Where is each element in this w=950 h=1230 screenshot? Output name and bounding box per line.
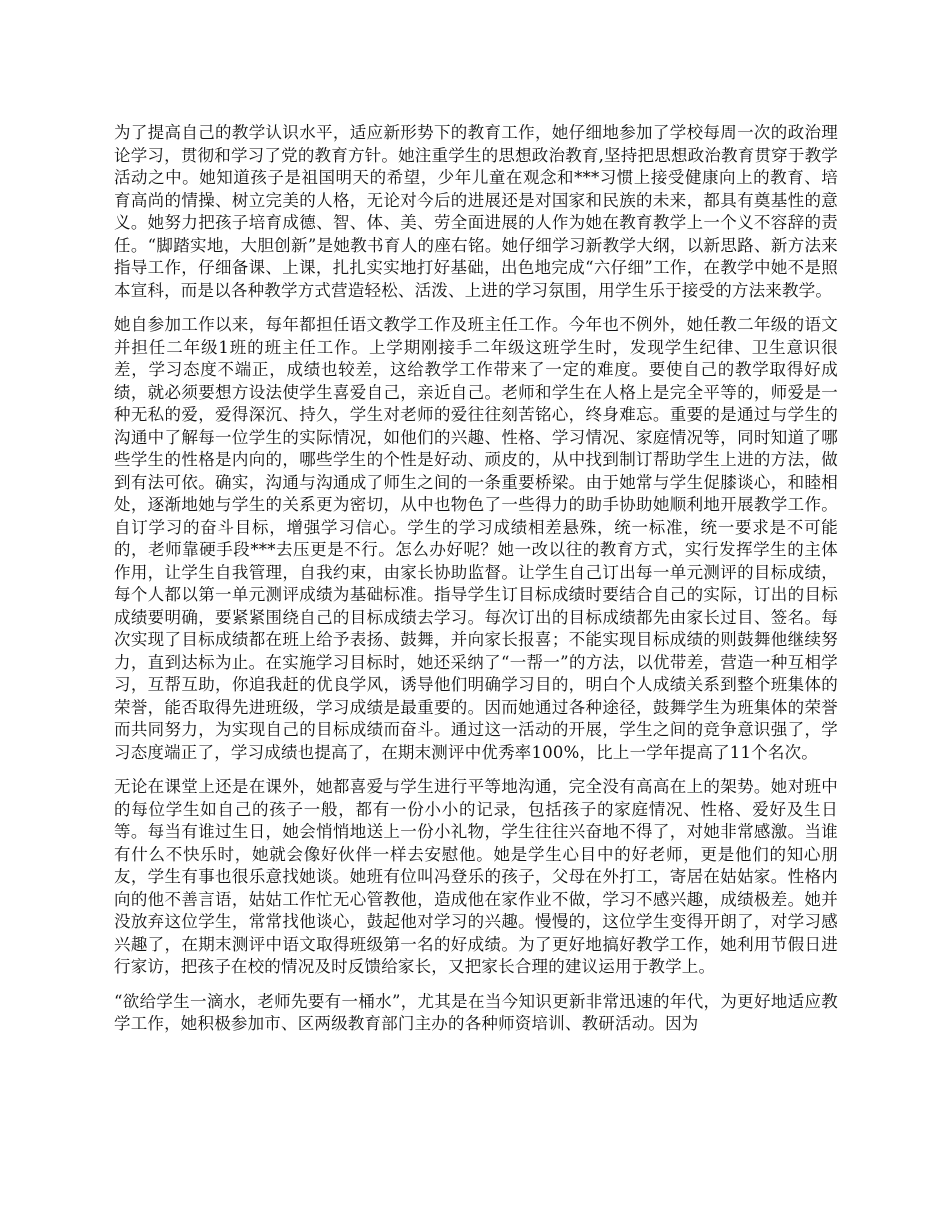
paragraph-3: 无论在课堂上还是在课外，她都喜爱与学生进行平等地沟通，完全没有高高在上的架势。她对班中的每位学生如自己的孩子一般，都有一份小小的记录，包括孩子的家庭情况、性格、爱好及生日等。每当有谁过生日，她会悄悄地送上一份小礼物，学生往往兴奋地不得了，对她非常感激。当谁有什么不快乐时，她就会像好伙伴一样去安慰他。她是学生心目中的好老师，更是他们的知心朋友，学生有事也很乐意找她谈。她班有位叫冯登乐的孩子，父母在外打工，寄居在姑姑家。性格内向的他不善言语，姑姑工作忙无心管教他，造成他在家作业不做，学习不感兴趣，成绩极差。她并没放弃这位学生，常常找他谈心，鼓起他对学习的兴趣。慢慢的，这位学生变得开朗了，对学习感兴趣了，在期末测评中语文取得班级第一名的好成绩。为了更好地搞好教学工作，她利用节假日进行家访，把孩子在校的情况及时反馈给家长，又把家长合理的建议运用于教学上。 (114, 777, 838, 976)
paragraph-1: 为了提高自己的教学认识水平，适应新形势下的教育工作，她仔细地参加了学校每周一次的政治理论学习，贯彻和学习了党的教育方针。她注重学生的思想政治教育,坚持把思想政治教育贯穿于教学活动之中。她知道孩子是祖国明天的希望，少年儿童在观念和***习惯上接受健康向上的教育、培育高尚的情操、树立完美的人格，无论对今后的进展还是对国家和民族的未来，都具有奠基性的意义。她努力把孩子培育成德、智、体、美、劳全面进展的人作为她在教育教学上一个义不容辞的责任。“脚踏实地，大胆创新”是她教书育人的座右铭。她仔细学习新教学大纲，以新思路、新方法来指导工作，仔细备课、上课，扎扎实实地打好基础，出色地完成“六仔细”工作，在教学中她不是照本宣科，而是以各种教学方式营造轻松、活泼、上进的学习氛围，用学生乐于接受的方法来教学。 (114, 123, 838, 300)
paragraph-4: “欲给学生一滴水，老师先要有一桶水”，尤其是在当今知识更新非常迅速的年代，为更好地适应教学工作，她积极参加市、区两级教育部门主办的各种师资培训、教研活动。因为 (114, 991, 838, 1033)
paragraph-2: 她自参加工作以来，每年都担任语文教学工作及班主任工作。今年也不例外，她任教二年级的语文并担任二年级1班的班主任工作。上学期刚接手二年级这班学生时，发现学生纪律、卫生意识很差，学习态度不端正，成绩也较差，这给教学工作带来了一定的难度。要使自己的教学取得好成绩，就必须要想方设法使学生喜爱自己，亲近自己。老师和学生在人格上是完全平等的，师爱是一种无私的爱，爱得深沉、持久，学生对老师的爱往往刻苦铭心，终身难忘。重要的是通过与学生的沟通中了解每一位学生的实际情况，如他们的兴趣、性格、学习情况、家庭情况等，同时知道了哪些学生的性格是内向的，哪些学生的个性是好动、顽皮的，从中找到制订帮助学生上进的方法，做到有法可依。确实，沟通与沟通成了师生之间的一条重要桥梁。由于她常与学生促膝谈心，和睦相处，逐渐地她与学生的关系更为密切，从中也物色了一些得力的助手协助她顺利地开展教学工作。自订学习的奋斗目标，增强学习信心。学生的学习成绩相差悬殊，统一标准，统一要求是不可能的，老师靠硬手段***去压更是不行。怎么办好呢？她一改以往的教育方式，实行发挥学生的主体作用，让学生自我管理，自我约束，由家长协助监督。让学生自己订出每一单元测评的目标成绩，每个人都以第一单元测评成绩为基础标准。指导学生订目标成绩时要结合自己的实际，订出的目标成绩要明确，要紧紧围绕自己的目标成绩去学习。每次订出的目标成绩都先由家长过目、签名。每次实现了目标成绩都在班上给予表扬、鼓舞，并向家长报喜；不能实现目标成绩的则鼓舞他继续努力，直到达标为止。在实施学习目标时，她还采纳了“一帮一”的方法，以优带差，营造一种互相学习，互帮互助，你追我赶的优良学风，诱导他们明确学习目的，明白个人成绩关系到整个班集体的荣誉，能否取得先进班级，学习成绩是最重要的。因而她通过各种途径，鼓舞学生为班集体的荣誉而共同努力，为实现自己的目标成绩而奋斗。通过这一活动的开展，学生之间的竞争意识强了，学习态度端正了，学习成绩也提高了，在期末测评中优秀率100%，比上一学年提高了11个名次。 (114, 315, 838, 762)
document-page (114, 122, 838, 1048)
